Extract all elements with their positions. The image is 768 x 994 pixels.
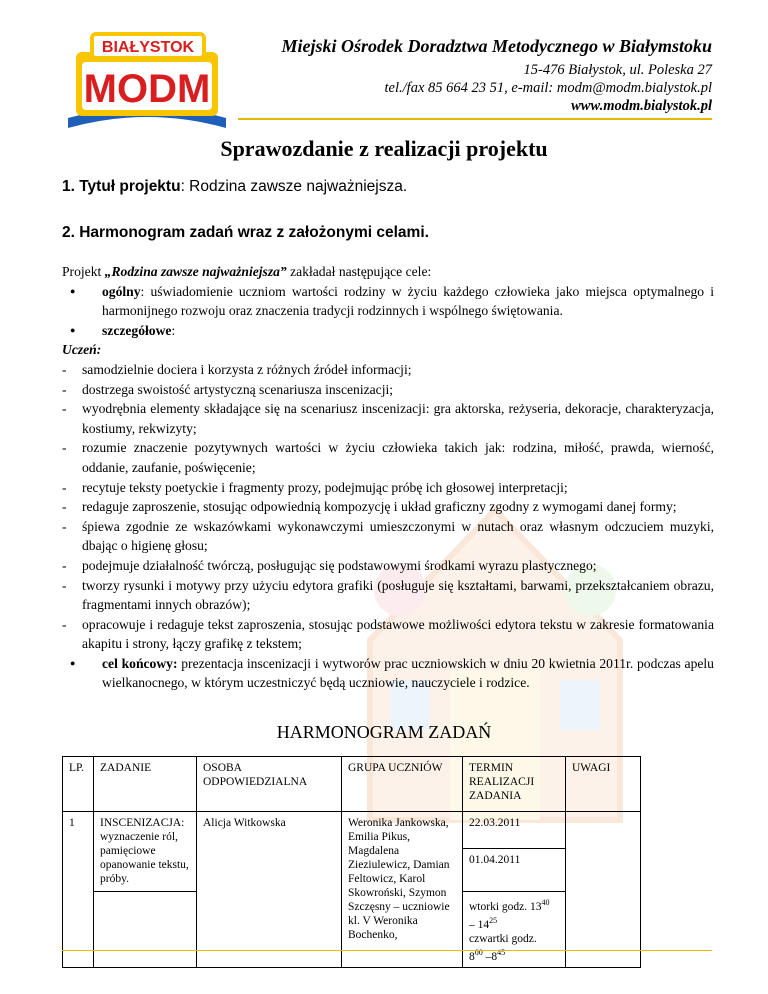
- institution-contact: tel./fax 85 664 23 51, e-mail: modm@modm.bialystok.pl: [384, 80, 712, 96]
- logo-city-text: BIAŁYSTOK: [101, 39, 195, 56]
- institution-address: 15-476 Białystok, ul. Poleska 27: [523, 62, 712, 78]
- institution-name: Miejski Ośrodek Doradztwa Metodycznego w Białymstoku: [281, 36, 712, 56]
- sched-d-sup: 00: [474, 947, 483, 957]
- table-row: [63, 812, 641, 849]
- objective-item: - podejmuje działalność twórczą, posługując się podstawowymi środkami wyrazu plastycznego;: [62, 556, 714, 576]
- header-group: GRUPA UCZNIÓW: [342, 757, 463, 812]
- objective-item: - wyodrębnia elementy składające się na scenariusz inscenizacji: gra aktorska, reżyseria, dekoracje, charakteryzacja, kostiumy, rekwizyty;: [62, 399, 714, 438]
- objective-item: - tworzy rysunki i motywy przy użyciu edytora grafiki (posługuje się kształtami, barwami, przekształcaniem obrazu, fragmentami innych obrazów);: [62, 576, 714, 615]
- goal-specific-label: szczegółowe: [102, 322, 172, 338]
- goal-general: [62, 282, 714, 321]
- header-date: TERMIN REALIZACJI ZADANIA: [463, 757, 566, 812]
- cell-lp: 1: [63, 812, 94, 968]
- sched-e-sup: 45: [497, 947, 506, 957]
- table-header-row: [63, 757, 641, 812]
- section-1-value: : Rodzina zawsze najważniejsza.: [180, 178, 408, 195]
- cell-schedule: [463, 892, 566, 968]
- goal-general-label: ogólny: [102, 283, 141, 299]
- logo-modm-text: MODM: [83, 67, 211, 111]
- sched-c: czwartki godz.: [469, 932, 537, 945]
- intro-paragraph: [62, 262, 714, 282]
- sched-a-sup: 40: [541, 898, 550, 907]
- institution-website[interactable]: www.modm.bialystok.pl: [571, 98, 712, 114]
- sched-e: –8: [482, 950, 498, 963]
- objective-item: - opracowuje i redaguje tekst zaproszenia, stosując podstawowe możliwości edytora tekstu w zakresie formatowania akapitu i strony, łączy grafikę z tekstem;: [62, 615, 714, 654]
- goal-specific-text: :: [171, 322, 176, 338]
- section-1-label: 1. Tytuł projektu: [62, 178, 181, 195]
- cell-notes: [566, 812, 641, 968]
- cell-group: Weronika Jankowska, Emilia Pikus, Magdalena Zieziulewicz, Damian Feltowicz, Karol Skowroński, Szymon Szczęsny – uczniowie kl. V Weronika Bochenko,: [342, 812, 463, 968]
- document-body: [62, 262, 714, 693]
- intro-pre: Projekt: [62, 264, 105, 279]
- schedule-table: [62, 756, 641, 968]
- header-notes: UWAGI: [566, 757, 641, 812]
- cell-date-1: 22.03.2011: [463, 812, 566, 849]
- header-lp: LP.: [63, 757, 94, 812]
- objective-item: - samodzielnie dociera i korzysta z różnych źródeł informacji;: [62, 360, 714, 380]
- goal-general-text: : uświadomienie uczniom wartości rodziny w życiu każdego człowieka jako miejsca optymalnego i harmonijnego rozwoju oraz znaczenia tradycji rodzinnych i wspólnego świętowania.: [102, 283, 714, 319]
- cell-person: Alicja Witkowska: [197, 812, 342, 968]
- cell-task-empty: [94, 892, 197, 968]
- intro-post: zakładał następujące cele:: [286, 264, 432, 279]
- document-title: Sprawozdanie z realizacji projektu: [220, 136, 548, 161]
- objective-item: - redaguje zaproszenie, stosując odpowiednią kompozycję i układ graficzny zgodny z wymogami danej formy;: [62, 497, 714, 517]
- modm-logo: [62, 30, 232, 130]
- schedule-heading: HARMONOGRAM ZADAŃ: [276, 722, 492, 742]
- objective-item: - recytuje teksty poetyckie i fragmenty prozy, podejmując próbę ich głosowej interpretacji;: [62, 478, 714, 498]
- section-1-project-title: [62, 178, 407, 196]
- intro-project-title: „Rodzina zawsze najważniejsza”: [104, 264, 287, 279]
- goal-final-text: prezentacja inscenizacji i wytworów prac uczniowskich w dniu 20 kwietnia 2011r. podczas apelu wielkanocnego, w którym uczestniczyć będą uczniowie, nauczyciele i rodzice.: [102, 655, 714, 691]
- goal-final: [62, 654, 714, 693]
- sched-b-sup: 25: [489, 915, 498, 925]
- sched-b: – 14: [469, 918, 490, 931]
- sched-d: 8: [469, 950, 475, 963]
- header-divider: [238, 118, 712, 120]
- sched-a: wtorki godz. 13: [469, 900, 542, 913]
- student-label: Uczeń:: [62, 342, 102, 358]
- objective-item: - śpiewa zgodnie ze wskazówkami wykonawczymi umieszczonymi w nutach oraz własnym odczuciem muzyki, dbając o higienę głosu;: [62, 517, 714, 556]
- cell-task: INSCENIZACJA: wyznaczenie ról, pamięciowe opanowanie tekstu, próby.: [94, 812, 197, 892]
- goal-specific: [62, 321, 714, 341]
- objective-item: - dostrzega swoistość artystyczną scenariusza inscenizacji;: [62, 380, 714, 400]
- header-task: ZADANIE: [94, 757, 197, 812]
- section-2-heading: 2. Harmonogram zadań wraz z założonymi celami.: [62, 224, 429, 241]
- footer-divider: [62, 950, 712, 951]
- header-person: OSOBA ODPOWIEDZIALNA: [197, 757, 342, 812]
- cell-date-2: 01.04.2011: [463, 849, 566, 892]
- objective-item: - rozumie znaczenie pozytywnych wartości w życiu człowieka takich jak: rodzina, miłość, prawda, wierność, oddanie, zaufanie, poświęcenie;: [62, 438, 714, 477]
- goal-final-label: cel końcowy:: [102, 655, 178, 671]
